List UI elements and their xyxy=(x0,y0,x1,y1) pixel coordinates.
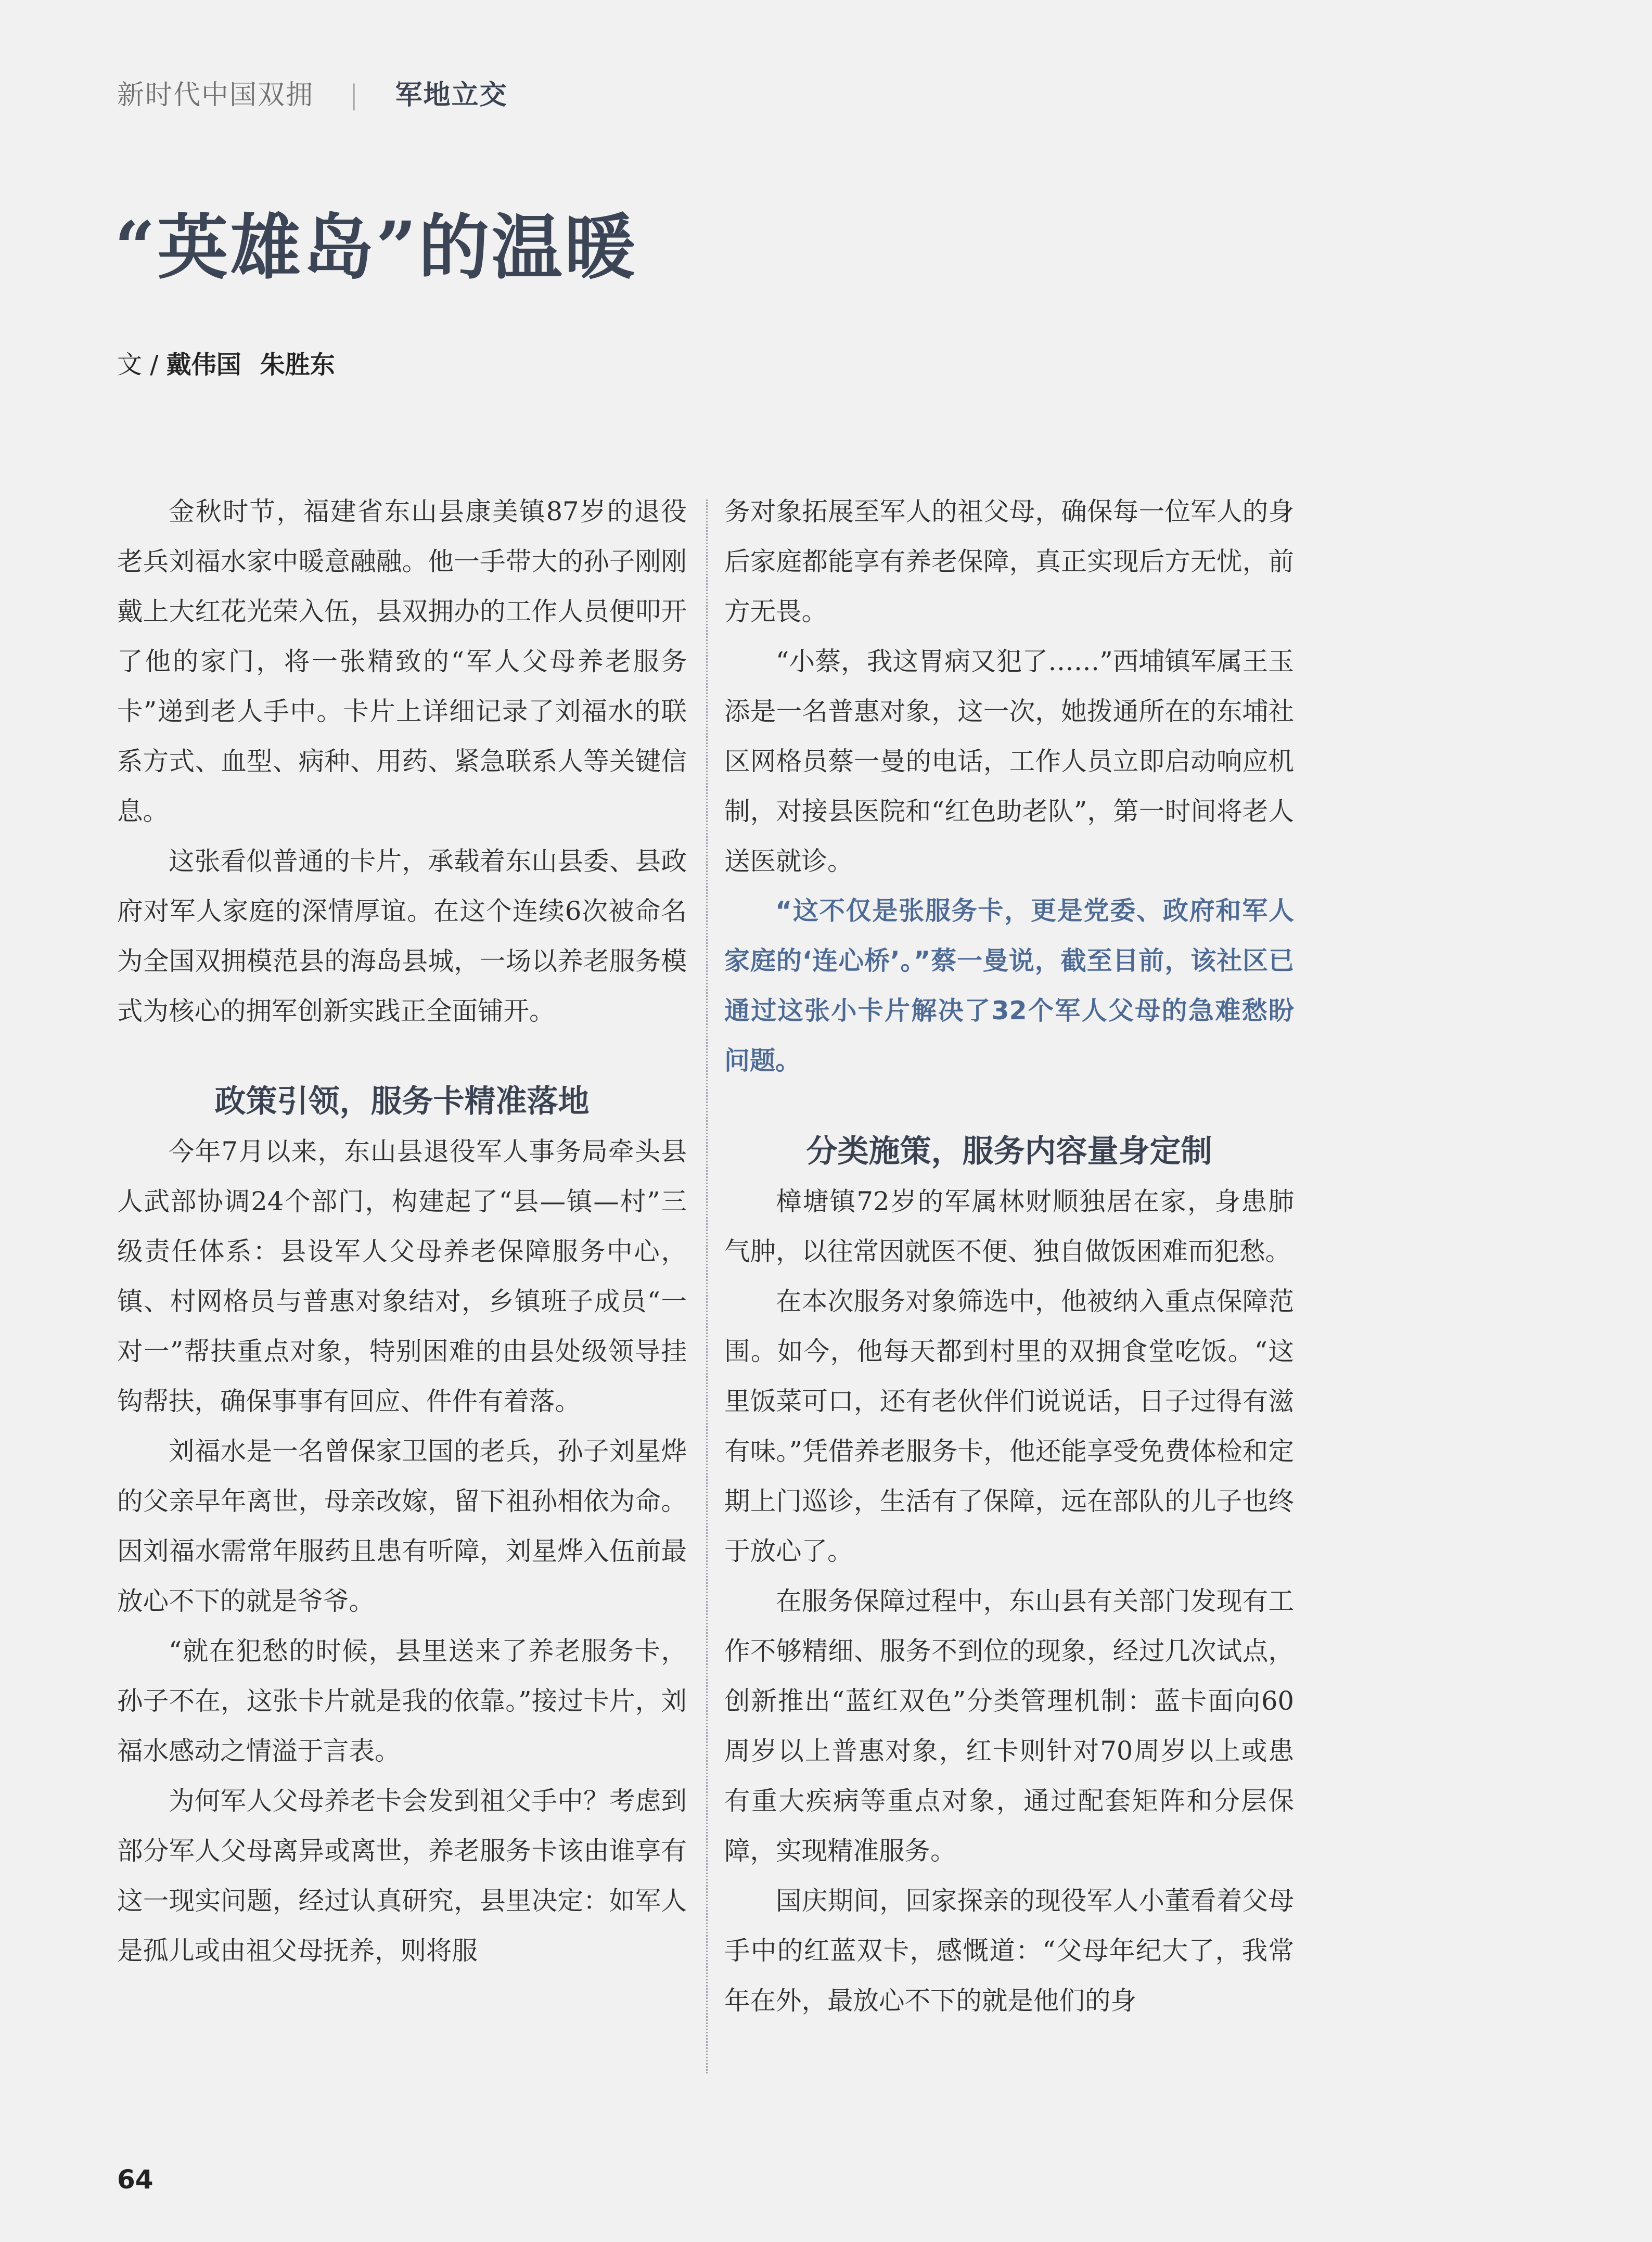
section-heading: 政策引领，服务卡精准落地 xyxy=(214,1083,590,1120)
header-separator: | xyxy=(349,80,360,111)
section-heading: 分类施策，服务内容量身定制 xyxy=(806,1133,1212,1170)
page-number: 64 xyxy=(117,2164,153,2195)
paragraph: 在服务保障过程中，东山县有关部门发现有工作不够精细、服务不到位的现象，经过几次试点，创新推出“蓝红双色”分类管理机制：蓝卡面向60周岁以上普惠对象，红卡则针对70周岁以上或患有重大疾病等重点对象，通过配套矩阵和分层保障，实现精准服务。 xyxy=(724,1586,1294,1866)
paragraph: 今年7月以来，东山县退役军人事务局牵头县人武部协调24个部门，构建起了“县—镇—村”三级责任体系：县设军人父母养老保障服务中心，镇、村网格员与普惠对象结对，乡镇班子成员“一对一”帮扶重点对象，特别困难的由县处级领导挂钩帮扶，确保事事有回应、件件有着落。 xyxy=(117,1136,687,1416)
running-header xyxy=(117,73,508,112)
column-divider xyxy=(706,499,708,2073)
right-column xyxy=(724,486,1294,2026)
paragraph: 这张看似普通的卡片，承载着东山县委、县政府对军人家庭的深情厚谊。在这个连续6次被命名为全国双拥模范县的海岛县城，一场以养老服务模式为核心的拥军创新实践正全面铺开。 xyxy=(117,846,687,1026)
highlight-quote: “这不仅是张服务卡，更是党委、政府和军人家庭的‘连心桥’。”蔡一曼说，截至目前，该社区已通过这张小卡片解决了32个军人父母的急难愁盼问题。 xyxy=(724,896,1294,1075)
byline xyxy=(117,344,354,380)
paragraph: 国庆期间，回家探亲的现役军人小董看着父母手中的红蓝双卡，感慨道：“父母年纪大了，我常年在外，最放心不下的就是他们的身 xyxy=(724,1886,1294,2016)
left-column xyxy=(117,486,687,1976)
paragraph: 樟塘镇72岁的军属林财顺独居在家，身患肺气肿，以往常因就医不便、独自做饭困难而犯愁。 xyxy=(724,1186,1294,1266)
article-title: “英雄岛”的温暖 xyxy=(114,206,637,289)
byline-label: 文 / xyxy=(117,350,167,379)
paragraph: 在本次服务对象筛选中，他被纳入重点保障范围。如今，他每天都到村里的双拥食堂吃饭。“这里饭菜可口，还有老伙伴们说说话，日子过得有滋有味。”凭借养老服务卡，他还能享受免费体检和定期上门巡诊，生活有了保障，远在部队的儿子也终于放心了。 xyxy=(724,1286,1294,1566)
paragraph-continuation: 务对象拓展至军人的祖父母，确保每一位军人的身后家庭都能享有养老保障，真正实现后方无忧，前方无畏。 xyxy=(724,496,1294,626)
author-name: 戴伟国 xyxy=(166,350,241,379)
paragraph: “就在犯愁的时候，县里送来了养老服务卡，孙子不在，这张卡片就是我的依靠。”接过卡片，刘福水感动之情溢于言表。 xyxy=(117,1636,687,1766)
paragraph: 为何军人父母养老卡会发到祖父手中？考虑到部分军人父母离异或离世，养老服务卡该由谁享有这一现实问题，经过认真研究，县里决定：如军人是孤儿或由祖父母抚养，则将服 xyxy=(117,1786,687,1966)
section-label: 新时代中国双拥 xyxy=(117,80,314,111)
paragraph: 金秋时节，福建省东山县康美镇87岁的退役老兵刘福水家中暖意融融。他一手带大的孙子刚刚戴上大红花光荣入伍，县双拥办的工作人员便叩开了他的家门，将一张精致的“军人父母养老服务卡”递到老人手中。卡片上详细记录了刘福水的联系方式、血型、病种、用药、紧急联系人等关键信息。 xyxy=(117,496,687,826)
paragraph: “小蔡，我这胃病又犯了……”西埔镇军属王玉添是一名普惠对象，这一次，她拨通所在的东埔社区网格员蔡一曼的电话，工作人员立即启动响应机制，对接县医院和“红色助老队”，第一时间将老人送医就诊。 xyxy=(724,646,1294,876)
author-name: 朱胜东 xyxy=(260,350,335,379)
column-label: 军地立交 xyxy=(395,80,508,111)
paragraph: 刘福水是一名曾保家卫国的老兵，孙子刘星烨的父亲早年离世，母亲改嫁，留下祖孙相依为命。因刘福水需常年服药且患有听障，刘星烨入伍前最放心不下的就是爷爷。 xyxy=(117,1436,687,1616)
